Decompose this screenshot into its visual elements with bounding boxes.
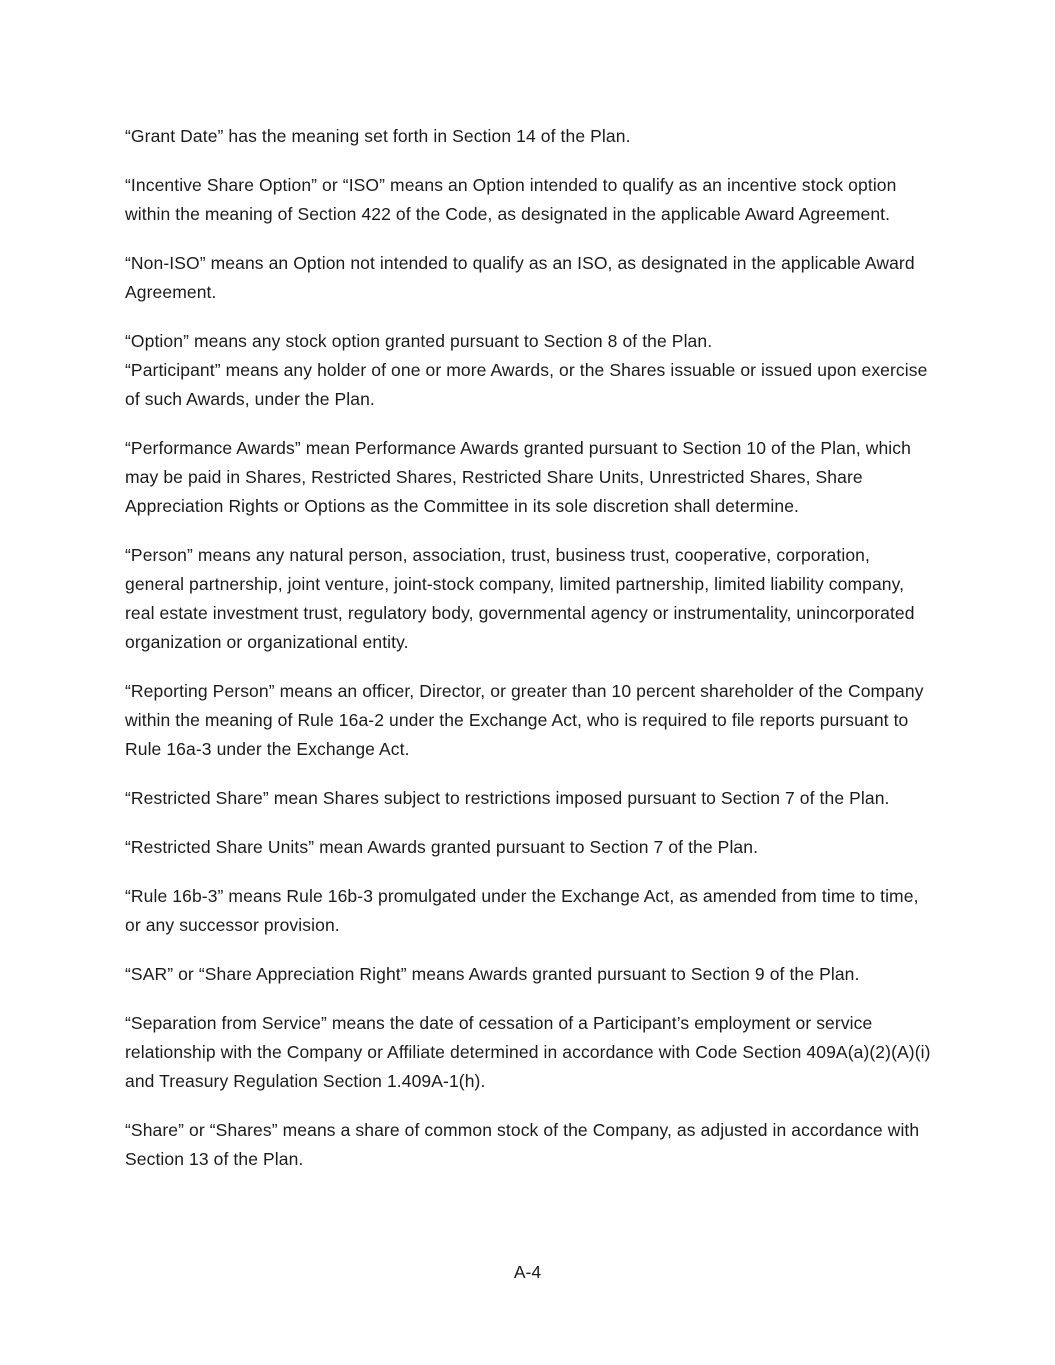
paragraph: “Rule 16b-3” means Rule 16b-3 promulgated under the Exchange Act, as amended from time to time, or any successor provision. (125, 886, 919, 935)
page-number: A-4 (513, 1262, 542, 1282)
paragraph: “Non-ISO” means an Option not intended to qualify as an ISO, as designated in the applicable Award Agreement. (125, 253, 915, 302)
paragraph: “Separation from Service” means the date of cessation of a Participant’s employment or service relationship with the Company or Affiliate determined in accordance with Code Section 409A(a)(2)(A)(i) and Treasury Regulation Section 1.409A-1(h). (125, 1013, 931, 1091)
paragraph: “Person” means any natural person, association, trust, business trust, cooperative, corporation, general partnership, joint venture, joint-stock company, limited partnership, limited liability company, real estate investment trust, regulatory body, governmental agency or instrumentality, unincorporated organization or organizational entity. (125, 545, 915, 652)
paragraph: “Grant Date” has the meaning set forth in Section 14 of the Plan. (125, 126, 631, 146)
document-body (125, 122, 933, 1194)
paragraph: “Incentive Share Option” or “ISO” means an Option intended to qualify as an incentive stock option within the meaning of Section 422 of the Code, as designated in the applicable Award Agreement. (125, 175, 897, 224)
paragraph: “Share” or “Shares” means a share of common stock of the Company, as adjusted in accordance with Section 13 of the Plan. (125, 1120, 920, 1169)
paragraph: “Restricted Share” mean Shares subject to restrictions imposed pursuant to Section 7 of the Plan. (125, 788, 890, 808)
paragraph: “Restricted Share Units” mean Awards granted pursuant to Section 7 of the Plan. (125, 837, 759, 857)
paragraph: “Option” means any stock option granted pursuant to Section 8 of the Plan. (125, 331, 713, 351)
paragraph: “Participant” means any holder of one or more Awards, or the Shares issuable or issued upon exercise of such Awards, under the Plan. (125, 360, 928, 409)
paragraph: “SAR” or “Share Appreciation Right” means Awards granted pursuant to Section 9 of the Plan. (125, 964, 860, 984)
paragraph: “Reporting Person” means an officer, Director, or greater than 10 percent shareholder of the Company within the meaning of Rule 16a-2 under the Exchange Act, who is required to file reports pursuant to Rule 16a-3 under the Exchange Act. (125, 681, 924, 759)
paragraph: “Performance Awards” mean Performance Awards granted pursuant to Section 10 of the Plan, which may be paid in Shares, Restricted Shares, Restricted Share Units, Unrestricted Shares, Share Appreciation Rights or Options as the Committee in its sole discretion shall determine. (125, 438, 911, 516)
